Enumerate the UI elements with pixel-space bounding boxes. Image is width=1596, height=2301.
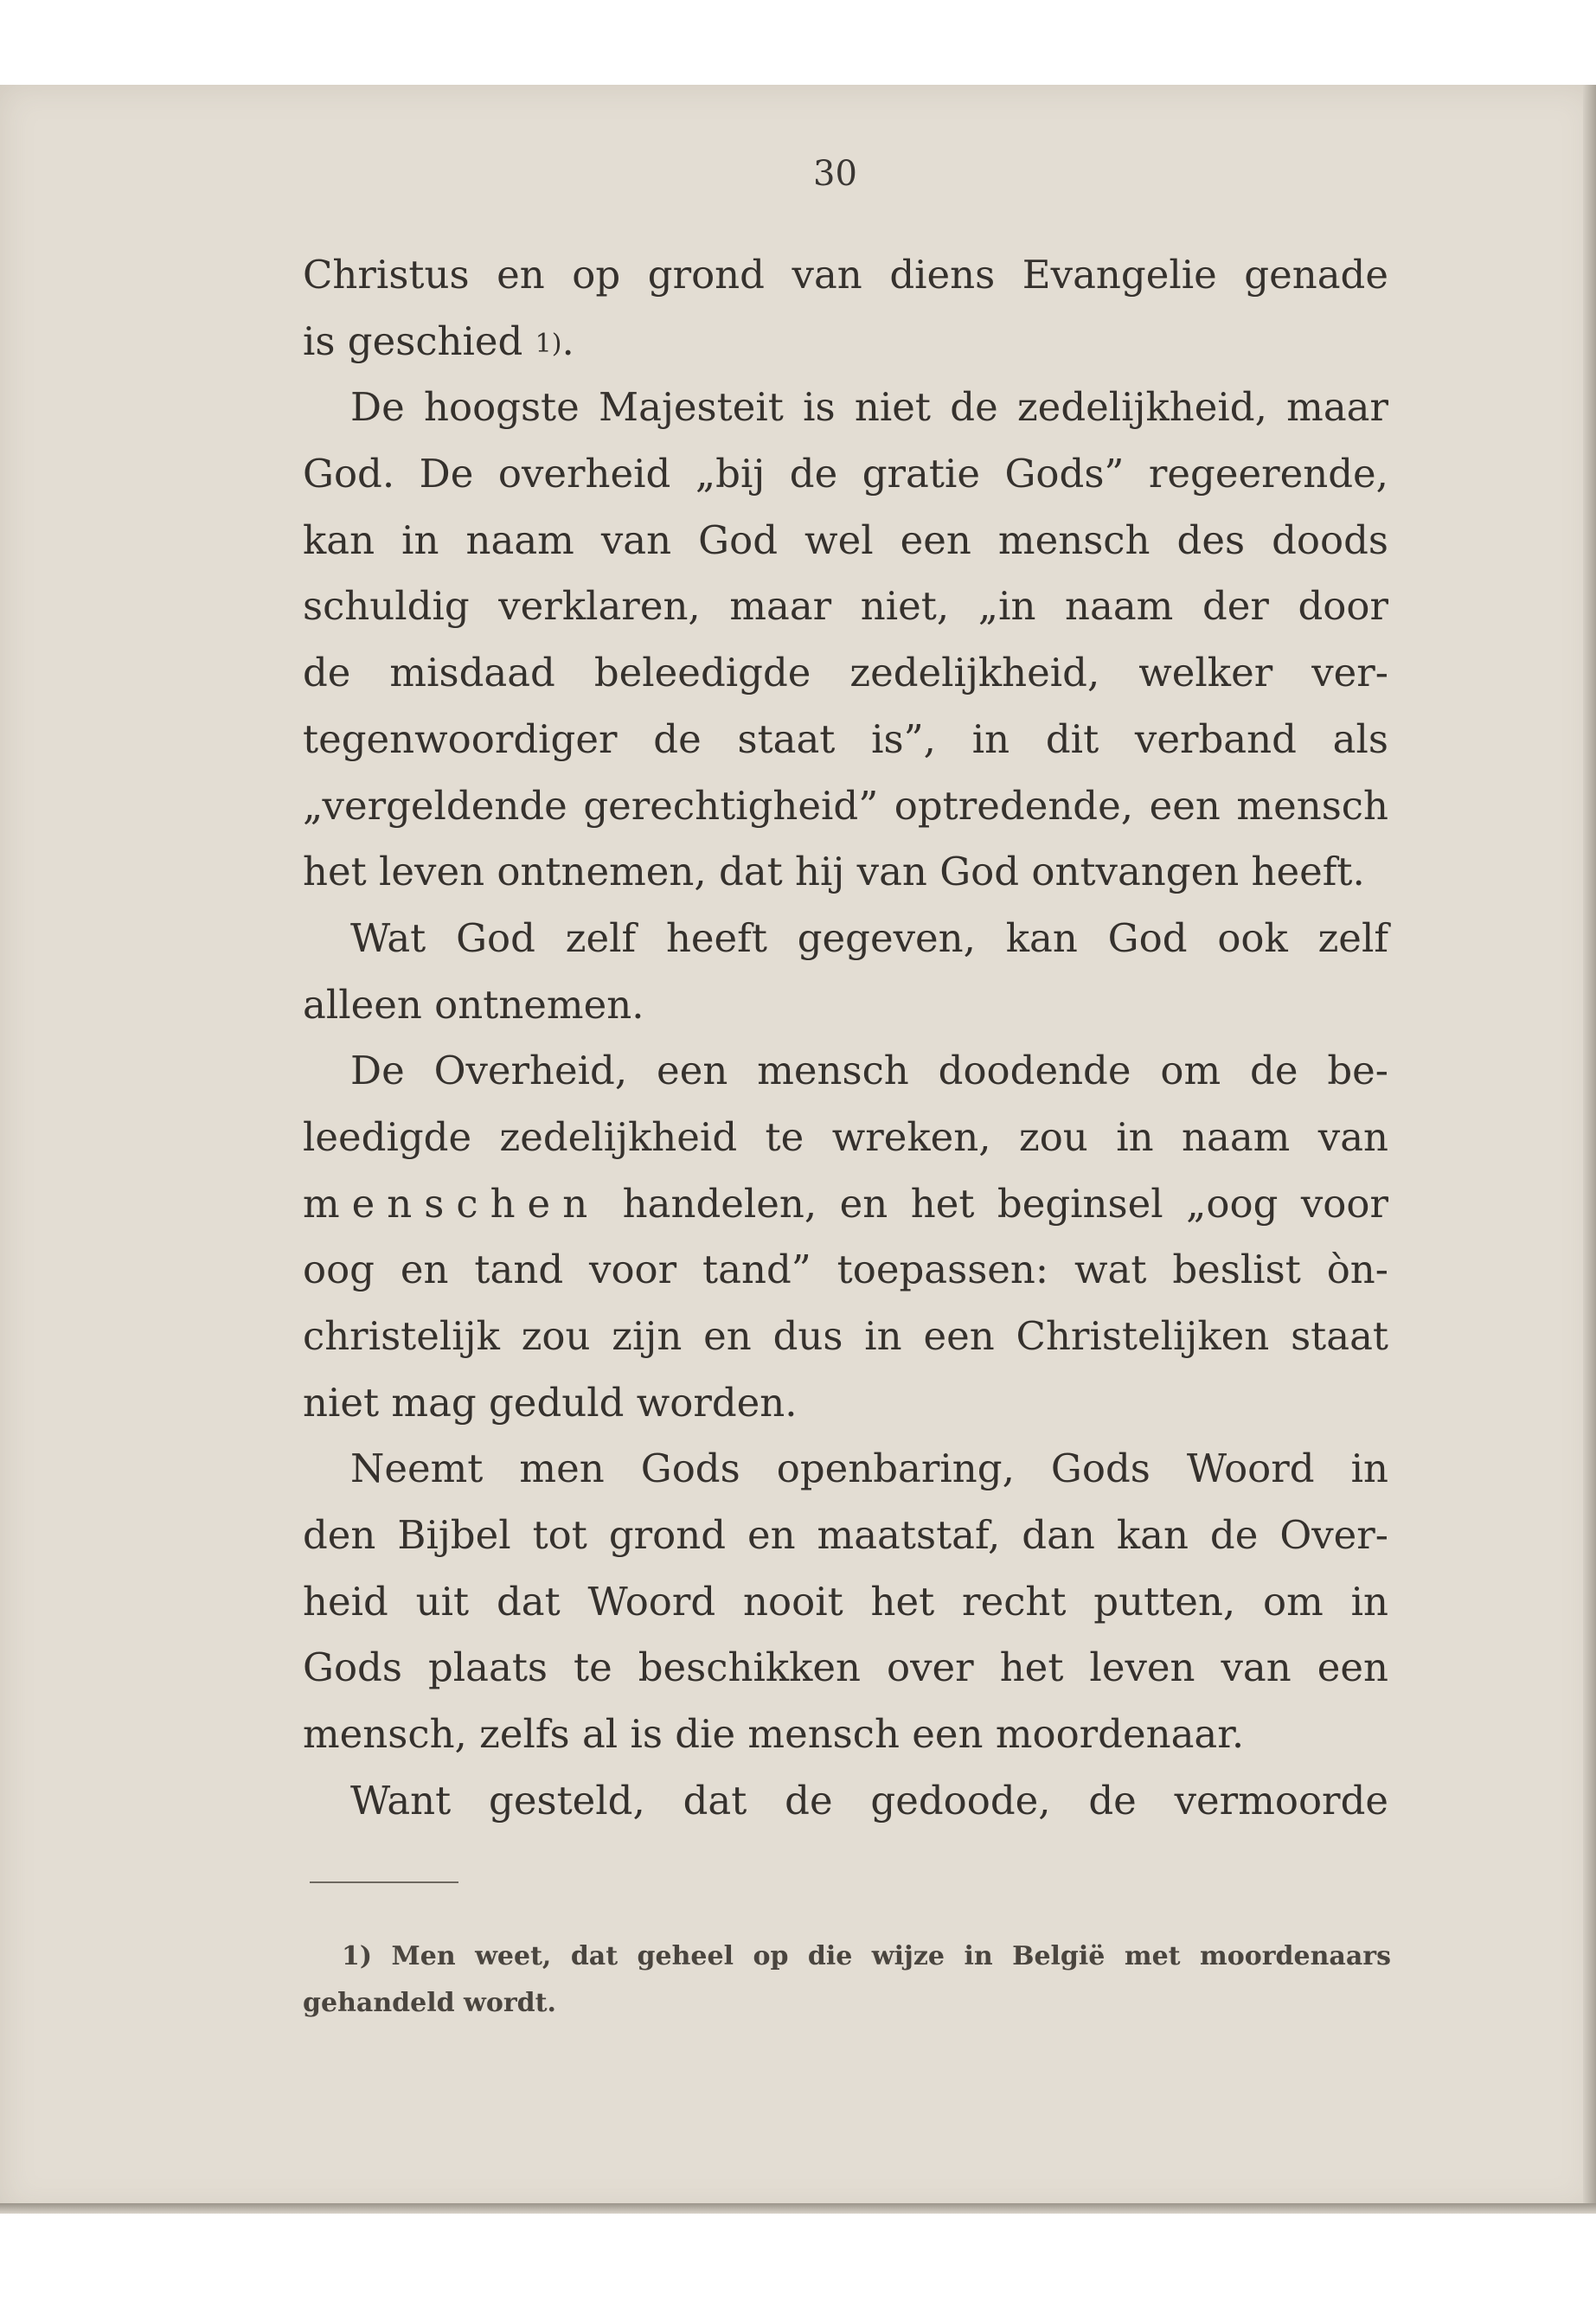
body-text: [303, 242, 1388, 1835]
text-line: leedigde zedelijkheid te wreken, zou in naam van: [303, 1113, 1388, 1160]
page-number: 30: [813, 154, 857, 194]
text-line: „vergeldende gerechtigheid” optredende, een mensch: [303, 782, 1388, 829]
spaced-word: menschen: [303, 1180, 600, 1227]
text-line: Christus en op grond van diens Evangelie genade: [303, 252, 1388, 298]
text-line: alleen ontnemen.: [303, 981, 644, 1028]
text-segment: handelen, en het beginsel „oog voor: [622, 1180, 1388, 1227]
text-line: oog en tand voor tand” toepassen: wat beslist òn-: [303, 1247, 1388, 1293]
text-line: Neemt men Gods openbaring, Gods Woord in: [350, 1445, 1388, 1492]
text-line: den Bijbel tot grond en maatstaf, dan kan de Over-: [303, 1512, 1388, 1559]
footnote-line: gehandeld wordt.: [303, 1988, 556, 2018]
text-segment: .: [561, 317, 574, 364]
text-line: [303, 309, 1388, 375]
text-line: het leven ontnemen, dat hij van God ontvangen heeft.: [303, 849, 1365, 895]
text-line: Wat God zelf heeft gegeven, kan God ook zelf: [350, 914, 1388, 961]
text-line: christelijk zou zijn en dus in een Christelijken staat: [303, 1313, 1388, 1359]
text-line: kan in naam van God wel een mensch des doods: [303, 516, 1388, 563]
text-line: Want gesteld, dat de gedoode, de vermoorde: [350, 1777, 1388, 1823]
footnote: [303, 1933, 1391, 2027]
text-line: heid uit dat Woord nooit het recht putten, om in: [303, 1578, 1388, 1625]
text-line: mensch, zelfs al is die mensch een moordenaar.: [303, 1711, 1245, 1758]
text-line: de misdaad beleedigde zedelijkheid, welker ver-: [303, 650, 1388, 696]
footnote-divider: [310, 1881, 458, 1883]
text-line: Gods plaats te beschikken over het leven van een: [303, 1644, 1388, 1691]
footnote-line: 1) Men weet, dat geheel op die wijze in België met moordenaars: [342, 1941, 1391, 1971]
text-line: tegenwoordiger de staat is”, in dit verband als: [303, 715, 1388, 762]
page-edge-bottom: [0, 2203, 1596, 2214]
text-segment: is geschied: [303, 317, 535, 364]
text-line: schuldig verklaren, maar niet, „in naam der door: [303, 583, 1388, 630]
footnote-reference: 1): [535, 328, 562, 359]
text-line: De Overheid, een mensch doodende om de be-: [350, 1048, 1388, 1094]
text-line: De hoogste Majesteit is niet de zedelijkheid, maar: [350, 384, 1388, 431]
text-line: niet mag geduld worden.: [303, 1379, 798, 1426]
text-line: God. De overheid „bij de gratie Gods” regeerende,: [303, 451, 1388, 497]
text-line: [303, 1171, 1388, 1238]
page-edge-right: [1583, 85, 1596, 2213]
